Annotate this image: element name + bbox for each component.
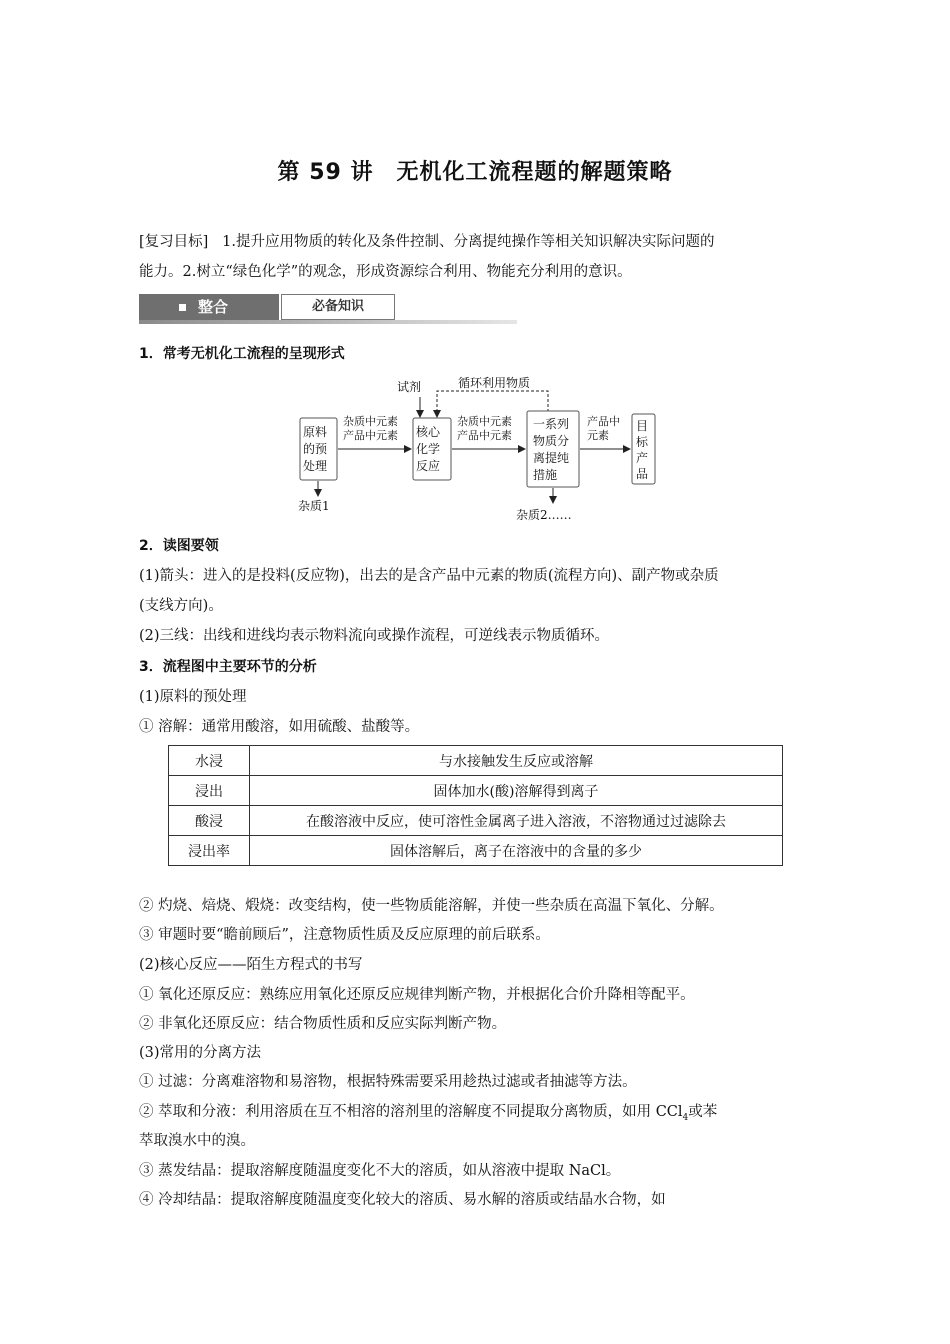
recycle-label: 循环利用物质	[458, 376, 531, 390]
nonredox-line: ② 非氧化还原反应：结合物质性质和反应实际判断产物。	[139, 1016, 507, 1032]
arrow1-label-2: 产品中元素	[343, 429, 398, 442]
flow-diagram	[290, 375, 670, 527]
arrow-rule-line-2: (支线方向)。	[139, 598, 223, 614]
extract-tail: 或苯	[688, 1104, 718, 1120]
table-row	[169, 836, 783, 866]
page-title: 第 59 讲 无机化工流程题的解题策略	[277, 160, 673, 185]
arrow3-label-1: 产品中	[587, 415, 620, 428]
desc-cell: 固体加水(酸)溶解得到离子	[250, 776, 783, 806]
box4-line-4: 品	[636, 467, 649, 481]
redox-line: ① 氧化还原反应：熟练应用氧化还原反应规律判断产物，并根据化合价升降相等配平。	[139, 987, 695, 1003]
arrow-rule-line-1: (1)箭头：进入的是投料(反应物)，出去的是含产品中元素的物质(流程方向)、副产物或杂质	[139, 568, 719, 584]
box1-line-1: 原料	[303, 425, 328, 439]
box3-line-2: 物质分	[533, 434, 570, 448]
pretreatment-heading: (1)原料的预处理	[139, 689, 247, 705]
dissolve-line: ① 溶解：通常用酸溶，如用硫酸、盐酸等。	[139, 719, 420, 735]
term-cell: 水浸	[169, 746, 250, 776]
section-banner	[139, 291, 519, 325]
box2-line-2: 化学	[416, 442, 441, 456]
roast-line: ② 灼烧、焙烧、煅烧：改变结构，使一些物质能溶解，并使一些杂质在高温下氧化、分解。	[139, 898, 724, 914]
extract-subscript: 4	[682, 1112, 689, 1123]
impurity2-label: 杂质2……	[516, 508, 572, 522]
box3-line-3: 离提纯	[533, 451, 570, 465]
section-1-heading: 1．常考无机化工流程的呈现形式	[139, 346, 345, 362]
table-row	[169, 776, 783, 806]
box4-line-1: 目	[636, 419, 649, 433]
evaporate-line: ③ 蒸发结晶：提取溶解度随温度变化不大的溶质，如从溶液中提取 NaCl。	[139, 1163, 621, 1179]
objectives-line-1	[139, 231, 715, 253]
table-row	[169, 806, 783, 836]
cool-line: ④ 冷却结晶：提取溶解度随温度变化较大的溶质、易水解的溶质或结晶水合物，如	[139, 1192, 666, 1208]
separation-heading: (3)常用的分离方法	[139, 1045, 262, 1061]
table-row	[169, 746, 783, 776]
reagent-label: 试剂	[397, 380, 422, 394]
arrow2-label-2: 产品中元素	[457, 429, 512, 442]
term-cell: 浸出率	[169, 836, 250, 866]
objectives-text-1: 1.提升应用物质的转化及条件控制、分离提纯操作等相关知识解决实际问题的	[222, 234, 715, 250]
banner-underline	[139, 320, 517, 324]
core-reaction-heading: (2)核心反应——陌生方程式的书写	[139, 957, 363, 973]
extract-text: ② 萃取和分液：利用溶质在互不相溶的溶剂里的溶解度不同提取分离物质，如用 CCl	[139, 1104, 683, 1120]
term-cell: 浸出	[169, 776, 250, 806]
arrow3-label-2: 元素	[587, 429, 609, 442]
three-lines-rule: (2)三线：出线和进线均表示物料流向或操作流程，可逆线表示物质循环。	[139, 628, 610, 644]
box1-line-2: 的预	[303, 442, 328, 456]
banner-light-tab: 必备知识	[281, 294, 395, 320]
extract-line-1	[139, 1101, 717, 1129]
section-3-heading: 3．流程图中主要环节的分析	[139, 659, 317, 675]
box4-line-2: 标	[636, 435, 649, 449]
banner-dark-tab	[139, 294, 279, 320]
leaching-table	[168, 745, 783, 866]
box4-line-3: 产	[636, 451, 649, 465]
box3-line-1: 一系列	[533, 417, 570, 431]
desc-cell: 固体溶解后，离子在溶液中的含量的多少	[250, 836, 783, 866]
box3-line-4: 措施	[533, 468, 558, 482]
section-2-heading: 2．读图要领	[139, 538, 219, 554]
box2-line-1: 核心	[416, 425, 441, 439]
box2-line-3: 反应	[416, 459, 441, 473]
square-icon	[179, 304, 186, 311]
banner-left-label: 整合	[198, 298, 229, 316]
arrow1-label-1: 杂质中元素	[343, 415, 398, 428]
filter-line: ① 过滤：分离难溶物和易溶物，根据特殊需要采用趁热过滤或者抽滤等方法。	[139, 1074, 637, 1090]
term-cell: 酸浸	[169, 806, 250, 836]
arrow2-label-1: 杂质中元素	[457, 415, 512, 428]
review-line: ③ 审题时要“瞻前顾后”，注意物质性质及反应原理的前后联系。	[139, 927, 550, 943]
objectives-line-2: 能力。2.树立“绿色化学”的观念，形成资源综合利用、物能充分利用的意识。	[139, 264, 632, 280]
box1-line-3: 处理	[303, 459, 328, 473]
impurity1-label: 杂质1	[298, 499, 330, 513]
extract-line-2: 萃取溴水中的溴。	[139, 1133, 255, 1149]
desc-cell: 与水接触发生反应或溶解	[250, 746, 783, 776]
desc-cell: 在酸溶液中反应，使可溶性金属离子进入溶液，不溶物通过过滤除去	[250, 806, 783, 836]
objectives-label: [复习目标]	[139, 234, 209, 250]
